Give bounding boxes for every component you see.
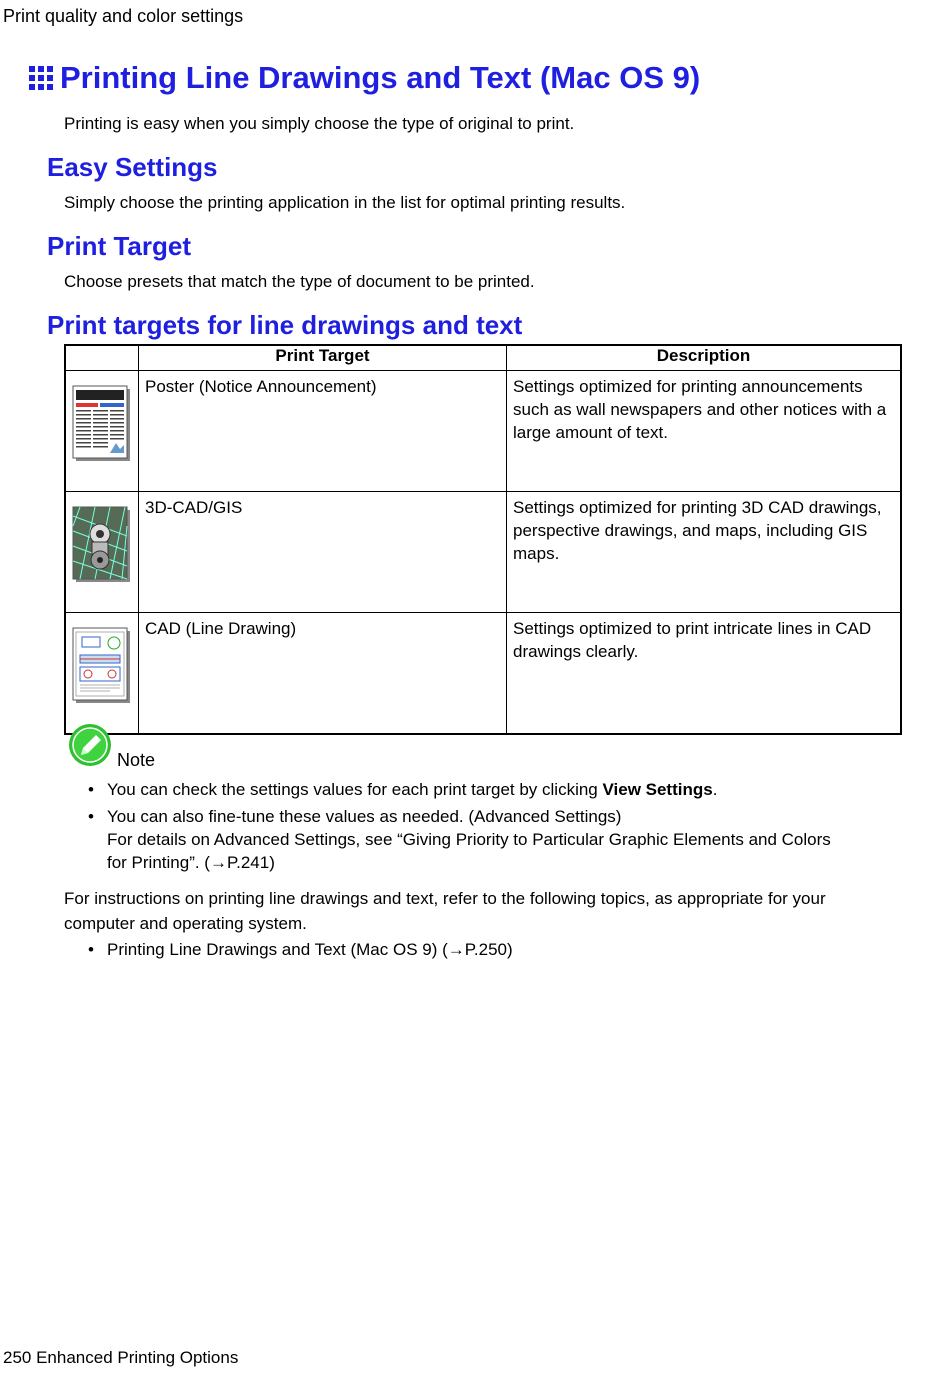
target-name-cell: Poster (Notice Announcement) [139, 371, 507, 492]
column-header-print-target: Print Target [139, 345, 507, 371]
intro-text: Printing is easy when you simply choose the type of original to print. [64, 114, 575, 133]
target-name-cell: CAD (Line Drawing) [139, 613, 507, 735]
cad-gis-thumbnail-icon [70, 506, 134, 586]
page-title [28, 60, 700, 96]
page-footer: 250 Enhanced Printing Options [3, 1348, 239, 1367]
note-list [64, 778, 894, 874]
topic-link[interactable]: • Printing Line Drawings and Text (Mac OS 9) (→P.250) [64, 938, 513, 961]
note-item-1-text: You can check the settings values for each print target by clicking [107, 780, 603, 799]
target-description-cell: Settings optimized to print intricate lines in CAD drawings clearly. [507, 613, 902, 735]
print-target-text: Choose presets that match the type of document to be printed. [64, 272, 535, 291]
page-title-text: Printing Line Drawings and Text (Mac OS 9) [60, 60, 701, 95]
table-header-row [65, 345, 901, 371]
table-row [65, 492, 901, 613]
table-row [65, 371, 901, 492]
instructions-paragraph: For instructions on printing line drawings and text, refer to the following topics, as appropriate for your computer and operating system. [64, 889, 826, 933]
list-item [64, 778, 894, 801]
note-item-1-suffix: . [712, 780, 718, 799]
thumb-cell [65, 371, 139, 492]
easy-settings-text: Simply choose the printing application in the list for optimal printing results. [64, 193, 626, 212]
note-item-2-line-1: • You can also fine-tune these values as needed. (Advanced Settings) [107, 807, 622, 826]
thumb-cell [65, 492, 139, 613]
note-pencil-icon [68, 723, 112, 767]
line-drawing-thumbnail-icon [70, 627, 134, 707]
topic-list [64, 938, 513, 961]
column-header-description: Description [507, 345, 902, 371]
view-settings-label: View Settings [602, 780, 713, 799]
note-item-2-line-3: for Printing”. (→P.241) [107, 853, 275, 872]
note-label: Note [117, 750, 156, 770]
print-target-heading: Print Target [47, 231, 191, 261]
table-row [65, 613, 901, 735]
thumb-header-cell [65, 345, 139, 371]
poster-thumbnail-icon [70, 385, 134, 465]
target-description-cell: Settings optimized for printing 3D CAD drawings, perspective drawings, and maps, including GIS maps. [507, 492, 902, 613]
target-description-cell: Settings optimized for printing announcements such as wall newspapers and other notices with a large amount of text. [507, 371, 902, 492]
print-targets-table [64, 344, 902, 735]
targets-heading: Print targets for line drawings and text [47, 310, 523, 340]
grid-bullet-icon [28, 65, 54, 91]
target-name-cell: 3D-CAD/GIS [139, 492, 507, 613]
running-header: Print quality and color settings [3, 6, 244, 26]
thumb-cell [65, 613, 139, 735]
note-item-2-line-2: For details on Advanced Settings, see “Giving Priority to Particular Graphic Elements and Colors [107, 830, 831, 849]
list-item [64, 805, 894, 874]
easy-settings-heading: Easy Settings [47, 152, 218, 182]
